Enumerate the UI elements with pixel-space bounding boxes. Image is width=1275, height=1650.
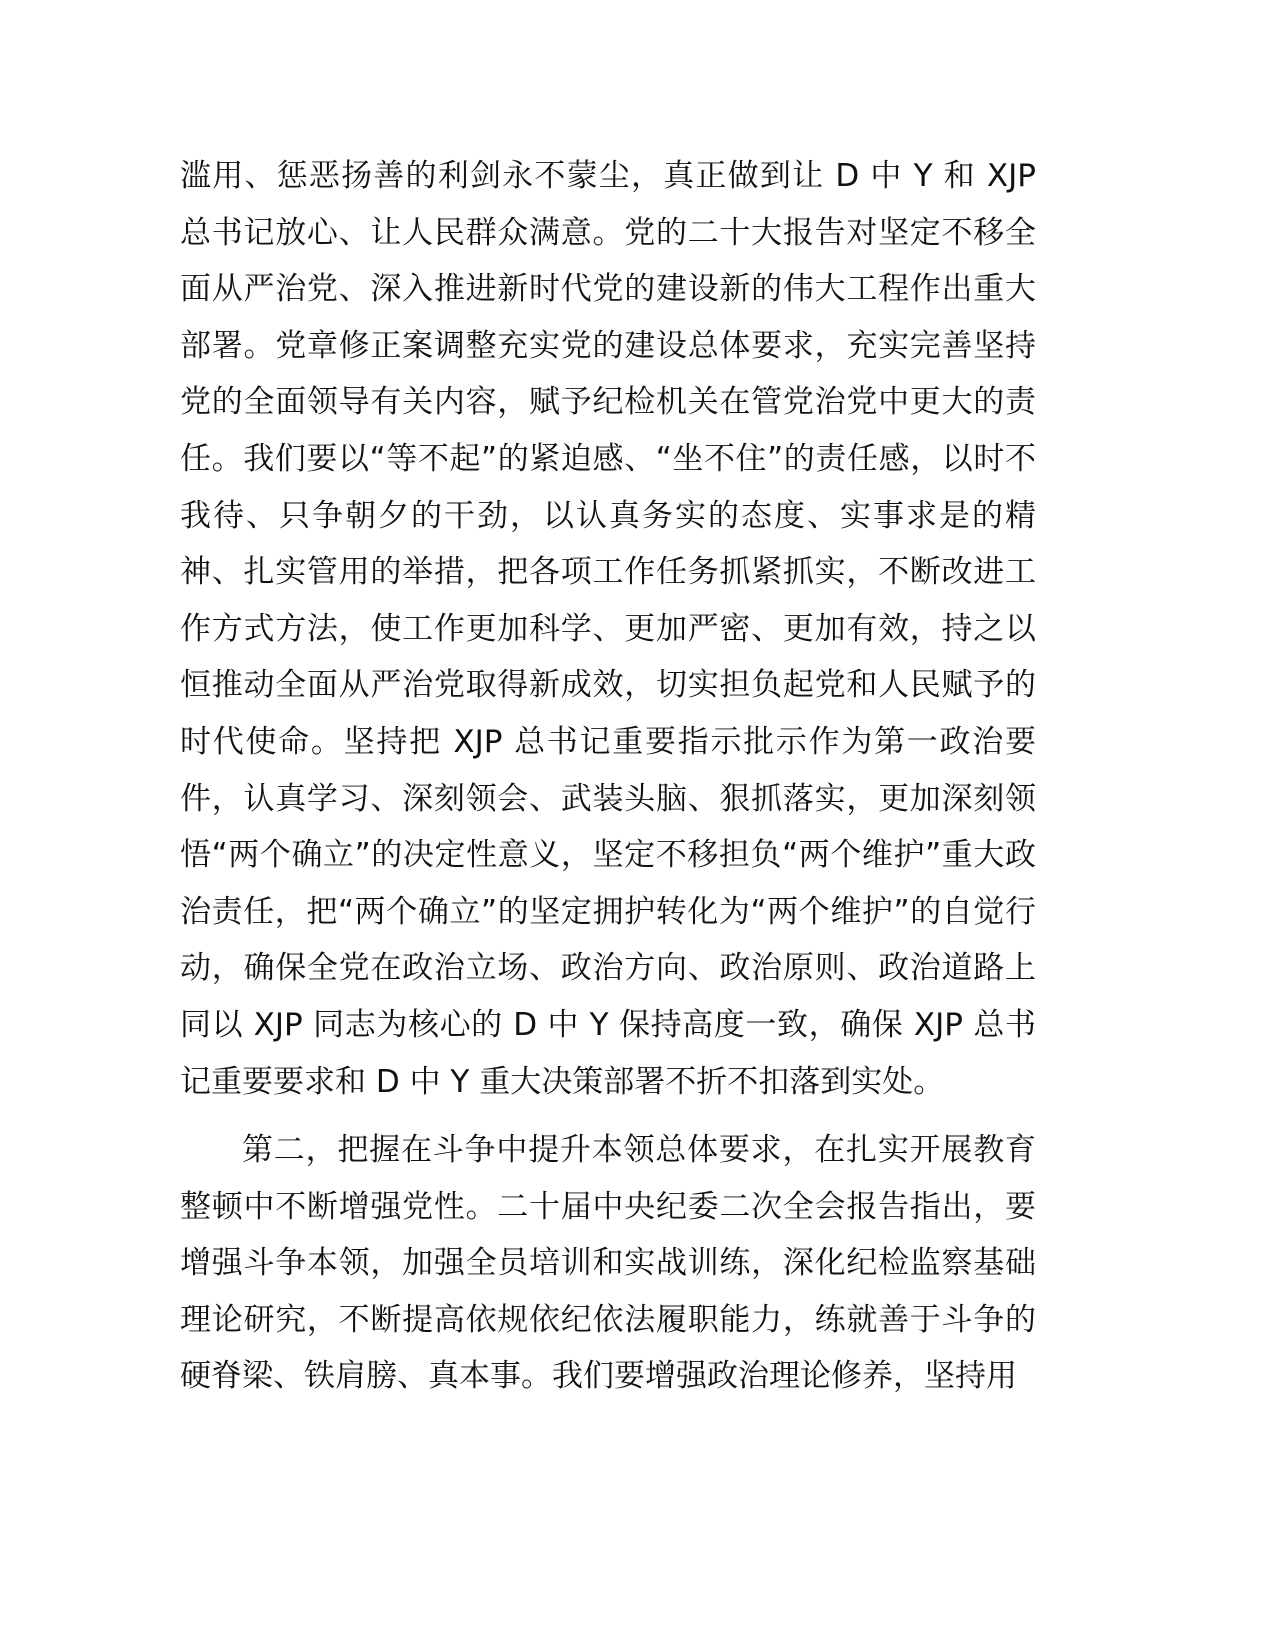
paragraph-continuation: 滥用、惩恶扬善的利剑永不蒙尘，真正做到让 D 中 Y 和 XJP 总书记放心、让人民群众满意。党的二十大报告对坚定不移全面从严治党、深入推进新时代党的建设新的伟大工程作出重大部署。党章修正案调整充实党的建设总体要求，充实完善坚持党的全面领导有关内容，赋予纪检机关在管党治党中更大的责任。我们要以“等不起”的紧迫感、“坐不住”的责任感，以时不我待、只争朝夕的干劲，以认真务实的态度、实事求是的精神、扎实管用的举措，把各项工作任务抓紧抓实，不断改进工作方式方法，使工作更加科学、更加严密、更加有效，持之以恒推动全面从严治党取得新成效，切实担负起党和人民赋予的时代使命。坚持把 XJP 总书记重要指示批示作为第一政治要件，认真学习、深刻领会、武装头脑、狠抓落实，更加深刻领悟“两个确立”的决定性意义，坚定不移担负“两个维护”重大政治责任，把“两个确立”的坚定拥护转化为“两个维护”的自觉行动，确保全党在政治立场、政治方向、政治原则、政治道路上同以 XJP 同志为核心的 D 中 Y 保持高度一致，确保 XJP 总书记重要要求和 D 中 Y 重大决策部署不折不扣落到实处。 <box>180 158 1036 1100</box>
body-text <box>180 148 1036 1405</box>
paragraph-second-point: 第二，把握在斗争中提升本领总体要求，在扎实开展教育整顿中不断增强党性。二十届中央纪委二次全会报告指出，要增强斗争本领，加强全员培训和实战训练，深化纪检监察基础理论研究，不断提高依规依纪依法履职能力，练就善于斗争的硬脊梁、铁肩膀、真本事。我们要增强政治理论修养，坚持用 <box>180 1132 1036 1395</box>
